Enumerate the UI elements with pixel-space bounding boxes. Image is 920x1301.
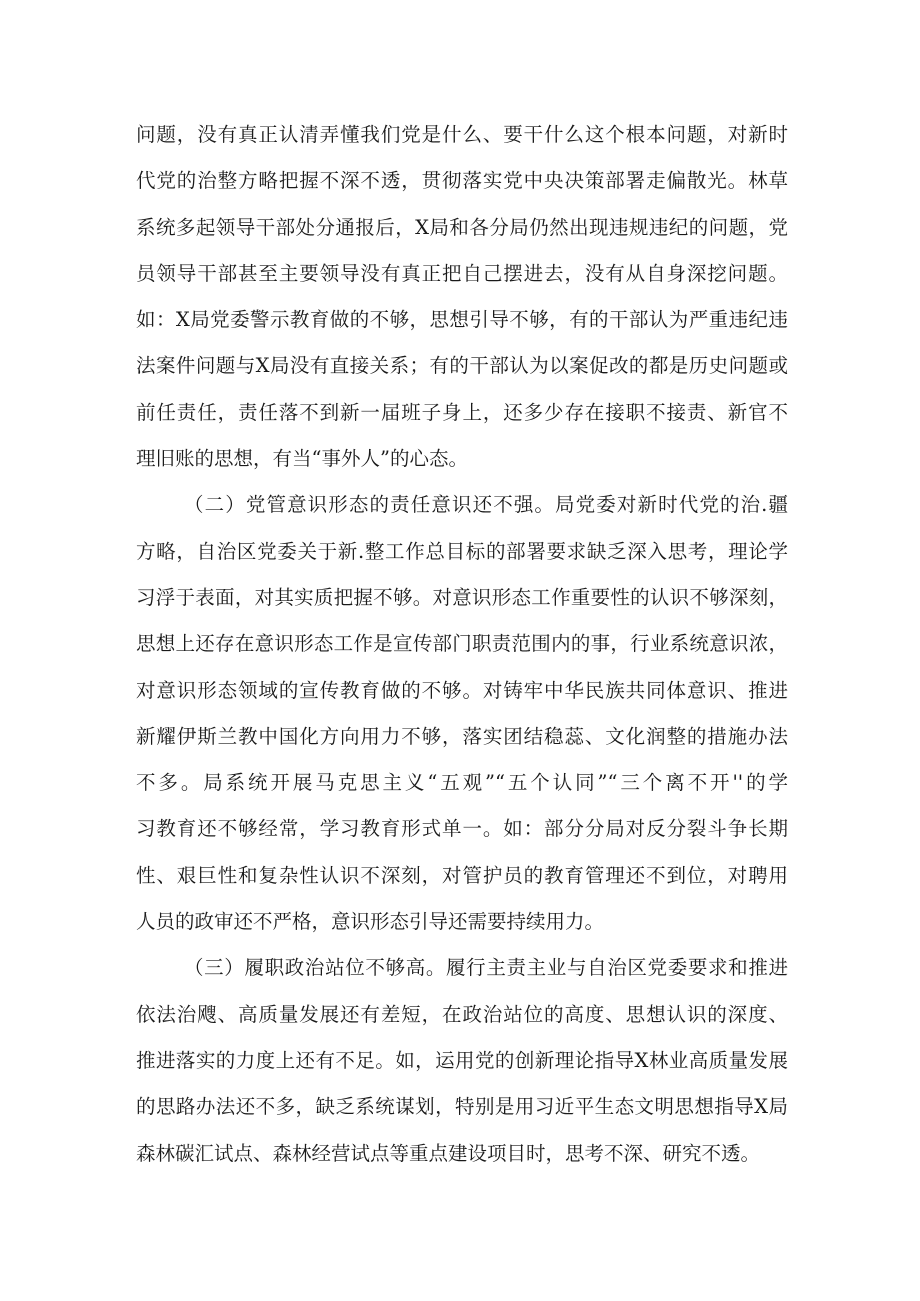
text-line: 习浮于表面，对其实质把握不够。对意识形态工作重要性的认识不够深刻， <box>136 585 788 609</box>
text-line: 的思路办法还不多，缺乏系统谋划，特别是用习近平生态文明思想指导X局 <box>136 1095 788 1119</box>
text-line: 不多。局系统开展马克思主义“五观”“五个认同”“三个离不开''的学 <box>136 771 788 795</box>
text-line: 问题，没有真正认清弄懂我们党是什么、要干什么这个根本问题，对新时 <box>136 123 788 146</box>
text-line: 系统多起领导干部处分通报后，X局和各分局仍然出现违规违纪的问题，党 <box>136 215 788 239</box>
text-line: 人员的政审还不严格，意识形态引导还需要持续用力。 <box>136 910 605 934</box>
text-line: 依法治飕、高质量发展还有差短，在政治站位的高度、思想认识的深度、 <box>136 1002 788 1026</box>
text-line: 理旧账的思想，有当“事外人”的心态。 <box>136 447 468 471</box>
text-line: （二）党管意识形态的责任意识还不强。局党委对新时代党的治.疆 <box>184 493 788 517</box>
text-line: 方略，自治区党委关于新.整工作总目标的部署要求缺乏深入思考，理论学 <box>136 539 788 563</box>
paragraph-2 <box>136 482 788 945</box>
text-line: 法案件问题与X局没有直接关系；有的干部认为以案促改的都是历史问题或 <box>136 354 788 378</box>
text-line: 推进落实的力度上还有不足。如，运用党的创新理论指导X林业高质量发展 <box>136 1048 788 1072</box>
text-line: 前任责任，责任落不到新一届班子身上，还多少存在接职不接责、新官不 <box>136 400 788 424</box>
text-line: 对意识形态领域的宣传教育做的不够。对铸牢中华民族共同体意识、推进 <box>136 678 788 702</box>
text-line: 性、艰巨性和复杂性认识不深刻，对管护员的教育管理还不到位，对聘用 <box>136 863 788 887</box>
text-line: 如：X局党委警示教育做的不够，思想引导不够，有的干部认为严重违纪违 <box>136 308 788 332</box>
text-line: 习教育还不够经常，学习教育形式单一。如：部分分局对反分裂斗争长期 <box>136 817 788 841</box>
paragraph-1 <box>136 112 788 482</box>
text-line: 森林碳汇试点、森林经营试点等重点建设项目时，思考不深、研究不透。 <box>136 1141 761 1165</box>
text-line: （三）履职政治站位不够高。履行主责主业与自治区党委要求和推进 <box>184 956 788 980</box>
text-line: 代党的治整方略把握不深不透，贯彻落实党中央决策部署走偏散光。林草 <box>136 169 788 193</box>
text-line: 新耀伊斯兰教中国化方向用力不够，落实团结稳蕊、文化润整的措施办法 <box>136 724 788 748</box>
paragraph-3 <box>136 945 788 1176</box>
text-line: 思想上还存在意识形态工作是宣传部门职责范围内的事，行业系统意识浓， <box>136 632 788 656</box>
text-line: 员领导干部甚至主要领导没有真正把自己摆进去，没有从自身深挖问题。 <box>136 261 788 285</box>
document-body <box>136 112 788 1177</box>
